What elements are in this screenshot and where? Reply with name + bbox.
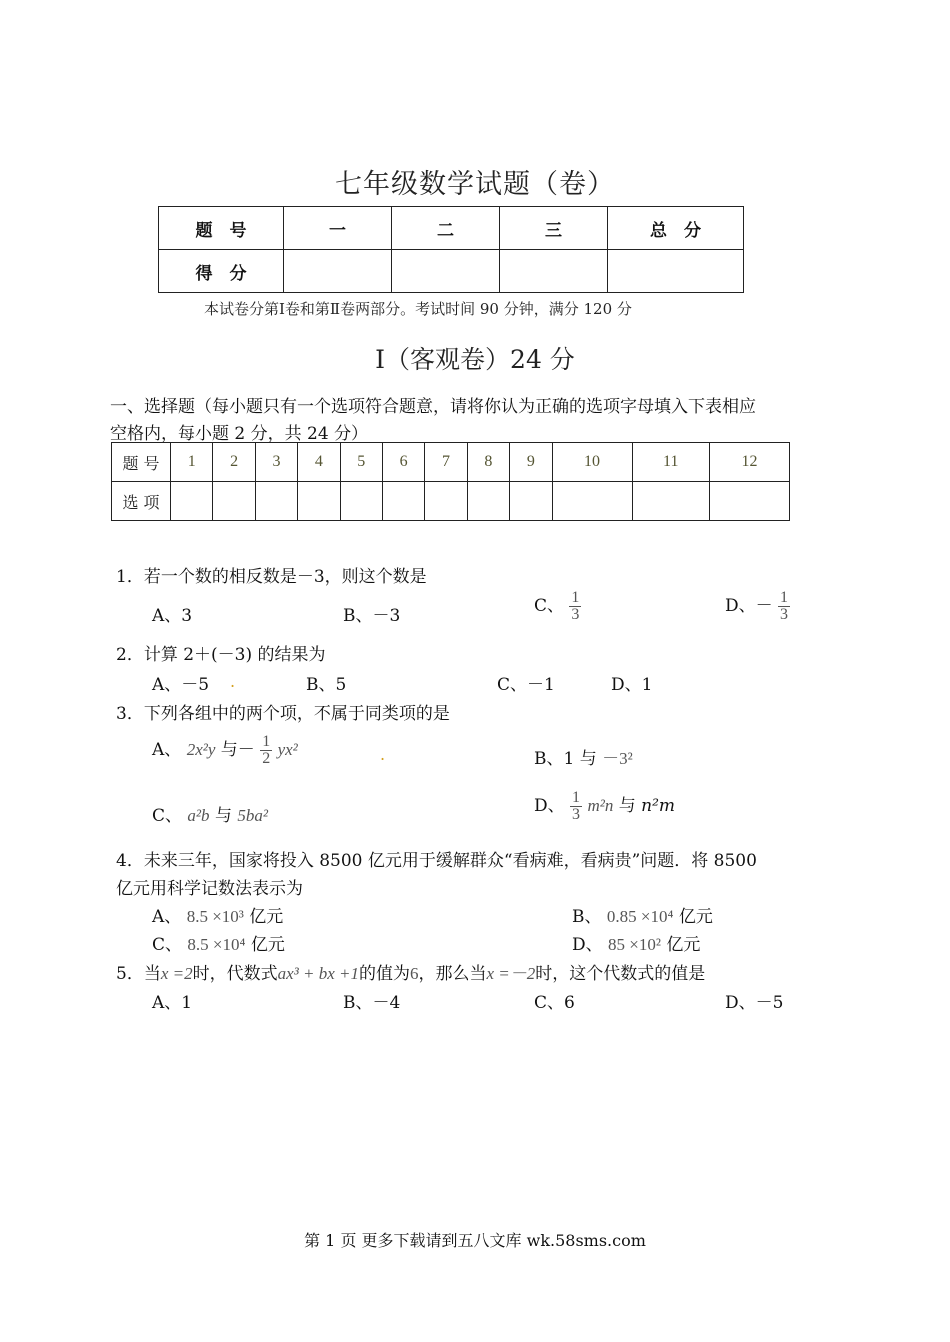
math-expression: a²b [187, 806, 210, 825]
question-5-option-a[interactable]: A、1 [152, 993, 193, 1013]
math-expression: 8.5 ×10⁴ [187, 935, 246, 954]
question-1-option-b[interactable]: B、－3 [343, 606, 401, 626]
answer-number-cell: 3 [255, 443, 297, 482]
table-row [112, 482, 790, 521]
answer-number-cell: 8 [467, 443, 509, 482]
math-expression: m²n [587, 796, 614, 815]
table-row [112, 443, 790, 482]
answer-input-cell[interactable] [632, 482, 709, 521]
question-5-option-c[interactable]: C、6 [534, 993, 575, 1013]
fraction: $\frac{1}{2}$ [262, 733, 271, 767]
question-3-option-a[interactable] [152, 734, 298, 767]
unit-text: 亿元 [666, 935, 701, 955]
fraction: $\frac{1}{3}$ [780, 589, 789, 623]
answer-number-cell: 6 [382, 443, 424, 482]
option-label: C、 [152, 935, 183, 955]
question-3-option-d[interactable] [534, 790, 675, 823]
question-4-option-b[interactable] [572, 902, 713, 927]
table-cell: 得 分 [159, 250, 284, 293]
question-3-stem: 3．下列各组中的两个项，不属于同类项的是 [116, 704, 450, 724]
question-5-option-d[interactable]: D、－5 [725, 993, 784, 1013]
math-expression: 2x²y [186, 740, 216, 759]
table-cell: 一 [284, 207, 392, 250]
exam-note: 本试卷分第Ⅰ卷和第Ⅱ卷两部分。考试时间 90 分钟，满分 120 分 [204, 300, 632, 318]
math-expression: 5ba² [237, 806, 268, 825]
math-expression: n²m [641, 796, 676, 816]
decorative-dot: . [380, 745, 386, 764]
answer-number-cell: 11 [632, 443, 709, 482]
fraction: $\frac{1}{3}$ [571, 589, 580, 623]
math-expression: 85 ×10² [608, 935, 661, 954]
answer-input-cell[interactable] [510, 482, 552, 521]
question-2-option-a[interactable]: A、－5 [152, 675, 210, 695]
answer-number-cell: 1 [171, 443, 213, 482]
table-cell: 题 号 [159, 207, 284, 250]
answer-number-cell: 9 [510, 443, 552, 482]
question-2-option-d[interactable]: D、1 [611, 675, 653, 695]
answer-input-cell[interactable] [340, 482, 382, 521]
decorative-dot: . [230, 672, 236, 691]
question-4-stem-line1: 4．未来三年，国家将投入 8500 亿元用于缓解群众“看病难，看病贵”问题．将 8500 [116, 851, 757, 871]
question-5-stem: 5．当x =2时，代数式ax³ + bx +1的值为6，那么当x =－2时，这个代数式的值是 [116, 964, 706, 984]
connector-text: 与 [214, 806, 232, 826]
answer-input-cell[interactable] [298, 482, 340, 521]
option-label: B、 [572, 907, 602, 927]
math-expression: 0.85 ×10⁴ [606, 907, 674, 926]
option-label: C、 [152, 806, 183, 826]
fraction: $\frac{1}{3}$ [572, 789, 581, 823]
table-cell: 三 [500, 207, 608, 250]
question-3-option-b[interactable] [534, 744, 633, 769]
answer-number-cell: 4 [298, 443, 340, 482]
answer-input-cell[interactable] [171, 482, 213, 521]
answer-number-cell: 10 [552, 443, 632, 482]
connector-text: 与－ [220, 740, 255, 760]
question-1-option-a[interactable]: A、3 [152, 606, 193, 626]
question-4-option-d[interactable] [572, 930, 700, 955]
page-title: 七年级数学试题（卷） [335, 169, 615, 200]
option-label: D、 [572, 935, 603, 955]
question-1-option-c[interactable] [534, 590, 581, 623]
option-label: D、 [534, 796, 565, 816]
question-5-option-b[interactable]: B、－4 [343, 993, 401, 1013]
answer-number-cell: 2 [213, 443, 255, 482]
answer-input-cell[interactable] [382, 482, 424, 521]
answer-number-cell: 12 [709, 443, 789, 482]
question-4-stem-line2: 亿元用科学记数法表示为 [116, 879, 303, 899]
math-expression: yx² [277, 740, 298, 759]
answer-input-cell[interactable] [709, 482, 789, 521]
answer-input-cell[interactable] [552, 482, 632, 521]
answer-table [111, 442, 790, 521]
part1-instructions-line2: 空格内，每小题 2 分，共 24 分） [110, 424, 369, 444]
unit-text: 亿元 [250, 935, 285, 955]
answer-number-cell: 5 [340, 443, 382, 482]
table-cell: 二 [392, 207, 500, 250]
answer-input-cell[interactable] [213, 482, 255, 521]
score-input-cell[interactable] [608, 250, 744, 293]
score-table [158, 206, 744, 293]
question-2-option-b[interactable]: B、5 [306, 675, 347, 695]
table-row [159, 207, 744, 250]
unit-text: 亿元 [678, 907, 713, 927]
math-expression: －3² [602, 749, 633, 768]
option-label: A、 [152, 907, 182, 927]
question-1-stem: 1．若一个数的相反数是－3，则这个数是 [116, 567, 427, 587]
table-cell: 题 号 [112, 443, 171, 482]
table-cell: 选 项 [112, 482, 171, 521]
part1-instructions-line1: 一、选择题（每小题只有一个选项符合题意，请将你认为正确的选项字母填入下表相应 [110, 397, 756, 417]
answer-input-cell[interactable] [425, 482, 467, 521]
question-4-option-c[interactable] [152, 930, 285, 955]
table-row [159, 250, 744, 293]
connector-text: 与 [618, 796, 636, 816]
table-cell: 总 分 [608, 207, 744, 250]
score-input-cell[interactable] [284, 250, 392, 293]
question-1-option-d[interactable] [725, 590, 790, 623]
answer-input-cell[interactable] [467, 482, 509, 521]
option-label: B、1 与 [534, 749, 597, 769]
option-label: D、－ [725, 596, 773, 616]
math-expression: 8.5 ×10³ [186, 907, 244, 926]
option-label: C、 [534, 596, 565, 616]
page-footer: 第 1 页 更多下载请到五八文库 wk.58sms.com [304, 1231, 646, 1250]
unit-text: 亿元 [249, 907, 284, 927]
section-title: Ⅰ（客观卷）24 分 [375, 345, 575, 374]
question-2-stem: 2．计算 2＋(－3) 的结果为 [116, 645, 326, 665]
answer-input-cell[interactable] [255, 482, 297, 521]
score-input-cell[interactable] [392, 250, 500, 293]
question-3-option-c[interactable] [152, 801, 268, 826]
answer-number-cell: 7 [425, 443, 467, 482]
question-4-option-a[interactable] [152, 902, 283, 927]
score-input-cell[interactable] [500, 250, 608, 293]
question-2-option-c[interactable]: C、－1 [497, 675, 555, 695]
option-label: A、 [152, 740, 182, 760]
